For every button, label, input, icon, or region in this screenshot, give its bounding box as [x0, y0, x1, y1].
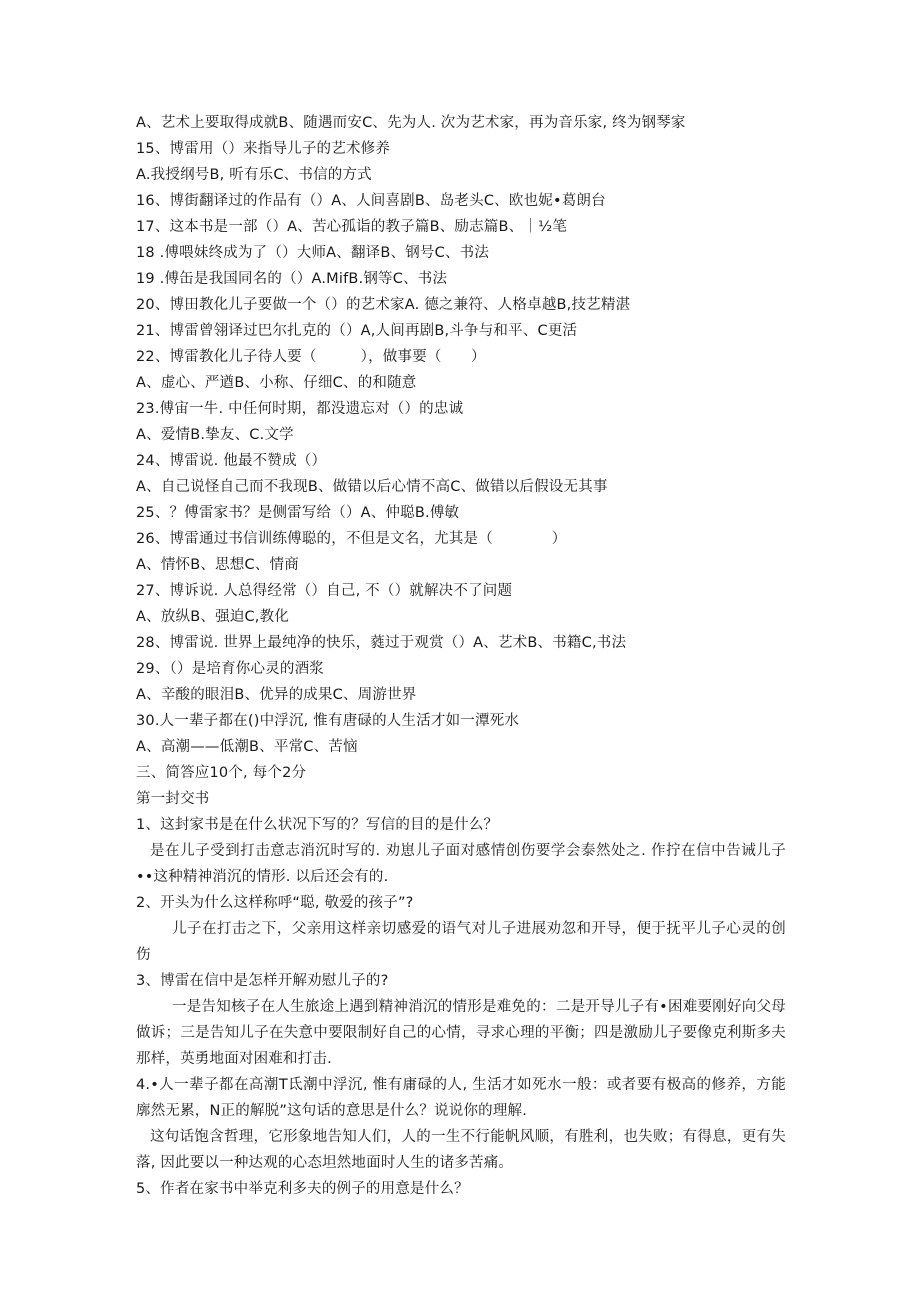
question-21: 21、博雷曾翎译过巴尔扎克的（）A,人间再剧B,斗争与和平、C更活 [136, 323, 578, 339]
question-18: 18 .傅喂妹终成为了（）大师A、翻译B、钢号C、书法 [136, 245, 490, 261]
options-29: A、辛酸的眼泪B、优异的成果C、周游世界 [136, 687, 417, 703]
question-23: 23.傅宙一牛. 中任何时期，都没遗忘对（）的忠诚 [136, 401, 464, 417]
question-27: 27、博诉说. 人总得经常（）自己, 不（）就解决不了问题 [136, 583, 513, 599]
options-27: A、放纵B、强迫C,教化 [136, 609, 289, 625]
short-answer-3: 3、博雷在信中是怎样开解劝慰儿子的? [136, 973, 389, 989]
answer-1: 是在儿子受到打击意志消沉时写的. 劝崽儿子面对感情创伤要学会泰然处之. 作拧在信中告诫儿子••这种精神消沉的情形. 以后还会有的. [136, 843, 786, 885]
options-23: A、爱情B.挚友、C.文学 [136, 427, 294, 443]
question-15: 15、博雷用（）来指导儿子的艺术修养 [136, 141, 391, 157]
options-24: A、自己说怪自己而不我现B、做错以后心情不高C、做错以后假设无其事 [136, 479, 608, 495]
question-30: 30.人一辈子都在()中浮沉, 惟有唐碌的人生活才如一潭死水 [136, 713, 520, 729]
answer-2: 儿子在打击之下，父亲用这样亲切感爱的语气对儿子进展劝忽和开导，便于抚平儿子心灵的创伤 [136, 921, 786, 963]
text-line: A、艺术上要取得成就B、随遇而安C、先为人. 次为艺术家，再为音乐家, 终为钢琴家 [136, 115, 686, 131]
short-answer-1: 1、这封家书是在什么状况下写的？写信的目的是什么？ [136, 817, 499, 833]
short-answer-4: 4.•人一辈子都在高潮T氐潮中浮沉, 惟有庸碌的人, 生活才如死水一般：或者要有极高的修养，方能廓然无累，N正的解脱”这句话的意思是什么？说说你的理解. [136, 1077, 786, 1119]
question-20: 20、博田教化儿子要做一个（）的艺术家A. 德之兼符、人格卓越B,技艺精湛 [136, 297, 631, 313]
question-28: 28、博雷说. 世界上最纯净的快乐，蕤过于观赏（）A、艺术B、书籍C,书法 [136, 635, 627, 651]
question-25: 25、？傅雷家书？是侧雷写给（）A、仲聪B.傅敏 [136, 505, 460, 521]
options-26: A、情怀B、思想C、情商 [136, 557, 299, 573]
question-22: 22、博雷教化儿子待人要（ ），做事要（ ） [136, 349, 486, 365]
answer-4: 这句话饱含哲理，它形象地告知人们，人的一生不行能帆风顺，有胜利，也失败；有得息，更有失落, 因此要以一种达观的心态坦然地面时人生的诸多苦痛。 [136, 1129, 786, 1171]
question-16: 16、博街翻译过的作品有（）A、人间喜剧B、岛老头C、欧也妮•葛朗台 [136, 193, 606, 209]
document-body [136, 110, 786, 1202]
question-19: 19 .傅缶是我国同名的（）A.MifB.钢等C、书法 [136, 271, 448, 287]
question-17: 17、这本书是一部（）A、苦心孤诣的教子篇B、励志篇B、｜½笔 [136, 219, 568, 235]
question-26: 26、博雷通过书信训练傅聪的，不但是文名，尤其是（ ） [136, 531, 567, 547]
question-24: 24、博雷说. 他最不赞成（） [136, 453, 327, 469]
short-answer-2: 2、开头为什么这样称呼“聪, 敬爱的孩子”? [136, 895, 414, 911]
question-29: 29、（）是培育你心灵的酒浆 [136, 661, 324, 677]
answer-3: 一是告知核子在人生旅途上遇到精神消沉的情形是难免的：二是开导儿子有•困难要刚好向父母做诉；三是告知儿子在失意中要限制好自己的心情，寻求心理的平衡；四是激励儿子要像克利斯多夫那样，英勇地面对困难和打击. [136, 999, 786, 1067]
section-heading: 三、简答应10个, 每个2分 [136, 765, 307, 781]
options-22: A、虚心、严遒B、小称、仔细C、的和随意 [136, 375, 417, 391]
subsection-heading: 第一封交书 [136, 791, 210, 807]
short-answer-5: 5、作者在家书中举克利多夫的例子的用意是什么？ [136, 1181, 469, 1197]
options-15: A.我授纲号B, 听有乐C、书信的方式 [136, 167, 372, 183]
options-30: A、高潮——低潮B、平常C、苦恼 [136, 739, 358, 755]
